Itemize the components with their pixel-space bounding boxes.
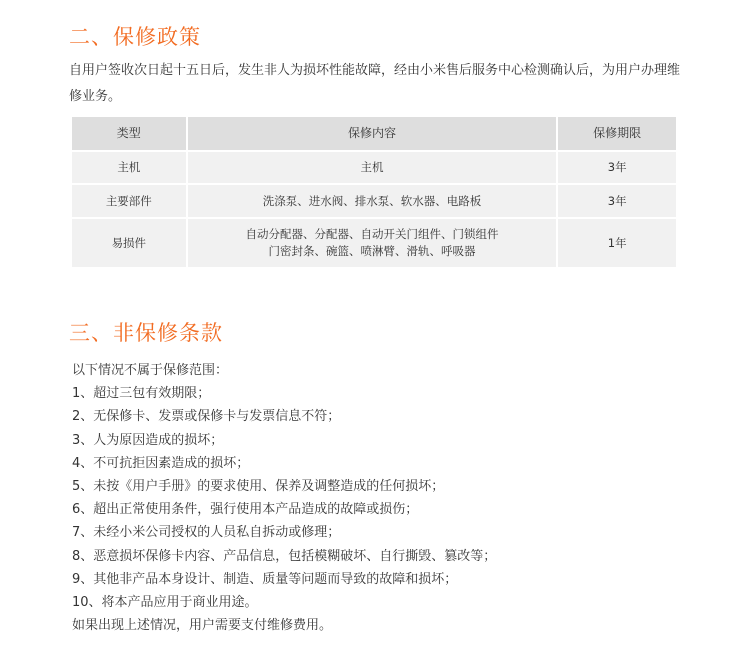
header-content: 保修内容 — [188, 117, 559, 150]
cell-type: 主机 — [72, 150, 188, 183]
list-item: 10、将本产品应用于商业用途。 — [72, 595, 258, 611]
cell-content — [188, 150, 559, 183]
cell-type: 主要部件 — [72, 183, 188, 217]
header-period: 保修期限 — [558, 117, 676, 150]
cell-content — [188, 217, 559, 267]
cell-period: 3年 — [558, 183, 676, 217]
policy-section-title: 二、保修政策 — [69, 25, 201, 49]
exclusions-outro: 如果出现上述情况，用户需要支付维修费用。 — [72, 618, 333, 634]
policy-description: 自用户签收次日起十五日后，发生非人为损坏性能故障，经由小米售后服务中心检测确认后，为用户办理维修业务。 — [69, 63, 681, 104]
cell-period: 1年 — [558, 217, 676, 267]
list-item: 5、未按《用户手册》的要求使用、保养及调整造成的任何损坏； — [72, 479, 445, 495]
cell-content-line: 主机 — [360, 160, 384, 174]
list-item: 7、未经小米公司授权的人员私自拆动或修理； — [72, 525, 341, 541]
cell-content-line: 门密封条、碗篮、喷淋臂、滑轨、呼吸器 — [268, 244, 476, 258]
header-type: 类型 — [72, 117, 188, 150]
exclusions-intro: 以下情况不属于保修范围： — [72, 363, 229, 378]
exclusions-section-title: 三、非保修条款 — [69, 321, 223, 345]
table-header-row — [72, 117, 676, 150]
table-row — [72, 150, 676, 183]
table-row — [72, 183, 676, 217]
list-item: 2、无保修卡、发票或保修卡与发票信息不符； — [72, 409, 341, 425]
list-item: 4、不可抗拒因素造成的损坏； — [72, 455, 250, 471]
list-item: 3、人为原因造成的损坏； — [72, 432, 224, 448]
table-row — [72, 217, 676, 267]
cell-period: 3年 — [558, 150, 676, 183]
list-item: 9、其他非产品本身设计、制造、质量等问题而导致的故障和损坏； — [72, 571, 458, 587]
cell-content-line: 自动分配器、分配器、自动开关门组件、门锁组件 — [245, 227, 499, 241]
cell-content — [188, 183, 559, 217]
warranty-table — [72, 117, 676, 267]
cell-type: 易损件 — [72, 217, 188, 267]
cell-content-line: 洗涤泵、进水阀、排水泵、软水器、电路板 — [262, 193, 482, 208]
list-item: 6、超出正常使用条件，强行使用本产品造成的故障或损伤； — [72, 502, 419, 518]
list-item: 1、超过三包有效期限； — [72, 386, 211, 402]
exclusions-list — [72, 359, 496, 637]
list-item: 8、恶意损坏保修卡内容、产品信息，包括模糊破坏、自行撕毁、篡改等； — [72, 548, 497, 564]
